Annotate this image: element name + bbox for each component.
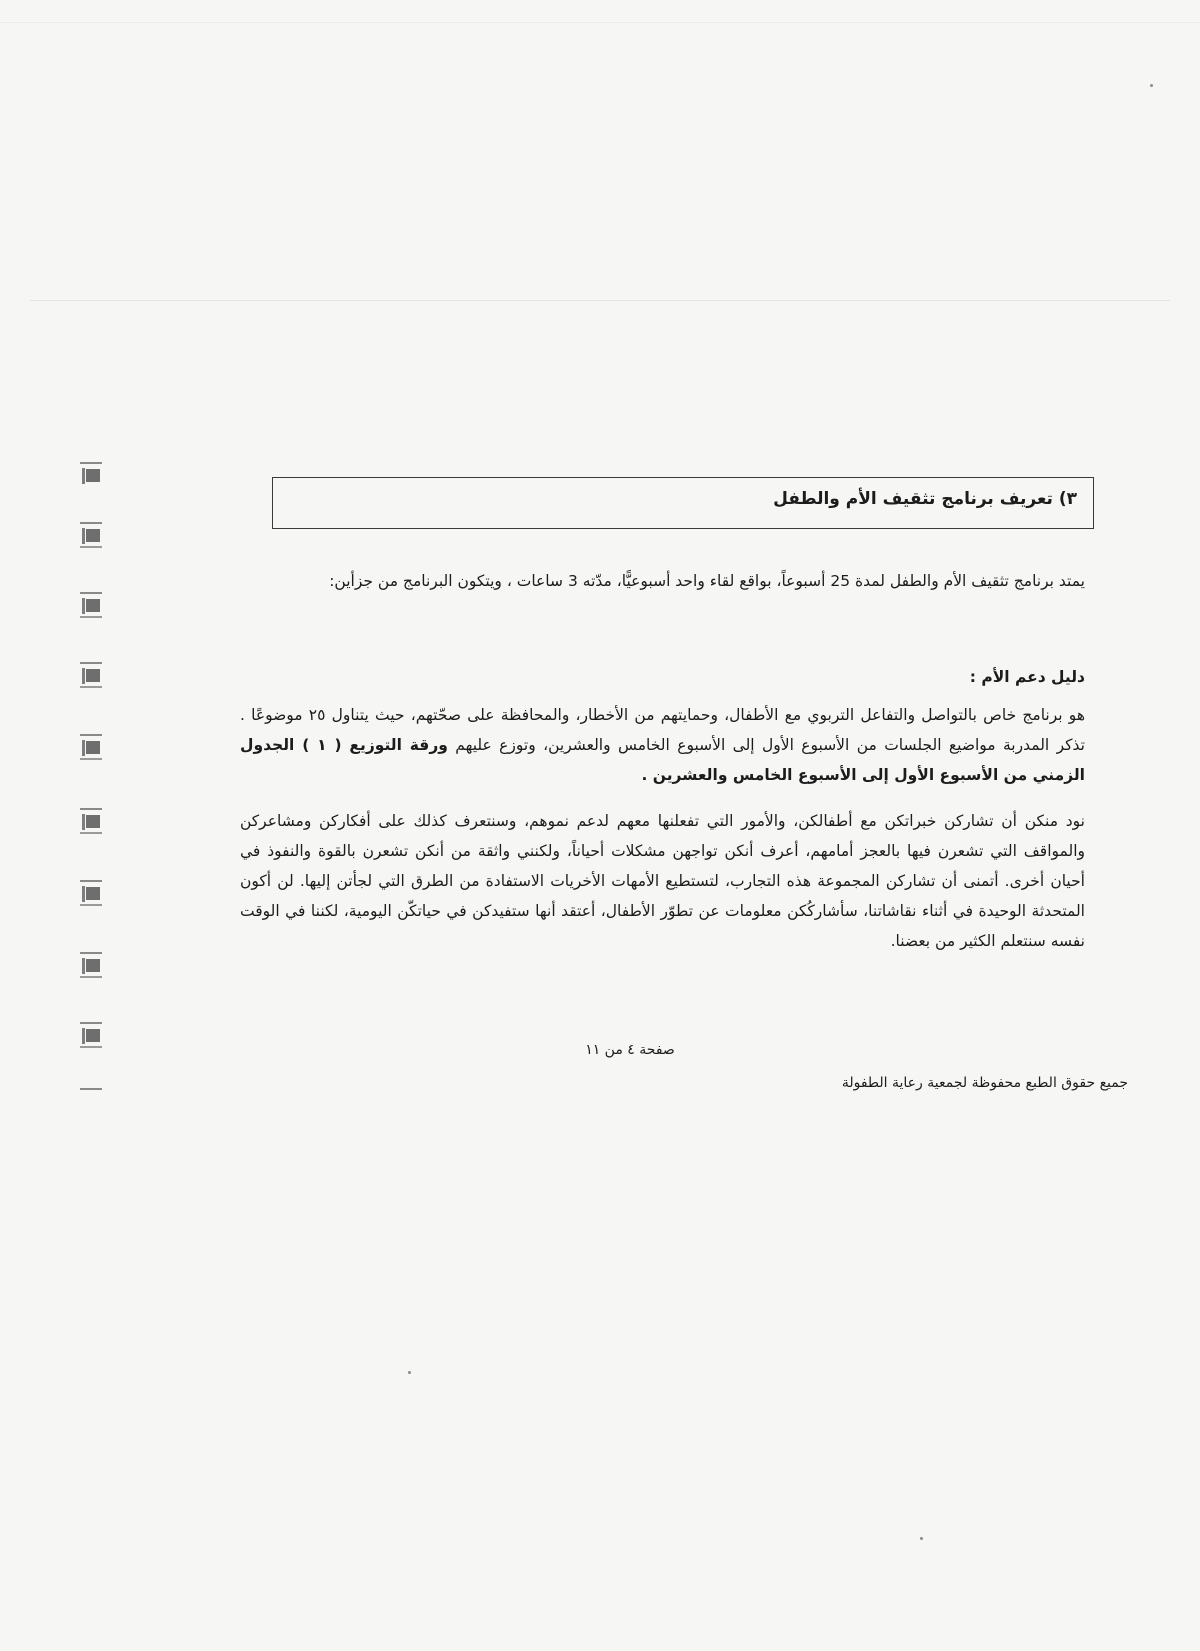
handout-reference: ورقة التوزيع ( ١ ) الجدول الزمني من الأسبوع الأول إلى الأسبوع الخامس والعشرين . [240,736,1085,784]
intro-paragraph [240,566,1085,596]
binder-hole-mark [80,1088,102,1092]
binder-hole-mark [80,952,102,978]
closing-text: نود منكن أن تشاركن خبراتكن مع أطفالكن، والأمور التي تفعلنها معهم لدعم نموهم، وسنتعرف كذلك على أفكاركن ومشاعركن والمواقف التي تشعرن فيها بالعجز أمامهم، أعرف أنكن تواجهن مشكلات أحياناً، ولكنني واثقة من أنكن تشعرن بالقوة والنفوذ في أحيان أخرى. أتمنى أن تشاركن المجموعة هذه التجارب، لتستطيع الأمهات الأخريات الاستفادة من الطرق التي لجأتن إليها. لن أكون المتحدثة الوحيدة في أثناء نقاشاتنا، سأشاركُكن معلومات عن تطوّر الأطفال، أعتقد أنها ستفيدكن في حياتكّن اليومية، لكننا في الوقت نفسه سنتعلم الكثير من بعضنا. [240,812,1085,950]
binder-hole-mark [80,808,102,834]
closing-paragraph [240,806,1085,956]
binder-hole-mark [80,662,102,688]
intro-text: يمتد برنامج تثقيف الأم والطفل لمدة 25 أسبوعاً، بواقع لقاء واحد أسبوعيًّا، مدّته 3 ساعات ، ويتكون البرنامج من جزأين: [329,572,1085,590]
page-number: صفحة ٤ من ١١ [585,1042,675,1058]
binder-hole-mark [80,880,102,906]
copyright-notice: جميع حقوق الطبع محفوظة لجمعية رعاية الطفولة [841,1075,1128,1091]
section-title-box [272,477,1094,529]
scan-speck [920,1537,923,1540]
binder-hole-mark [80,734,102,760]
scan-line [30,300,1170,301]
binder-hole-mark [80,592,102,618]
scan-speck [408,1371,411,1374]
mother-support-text: هو برنامج خاص بالتواصل والتفاعل التربوي مع الأطفال، وحمايتهم من الأخطار، والمحافظة على صحّتهم، حيث يتناول ٢٥ موضوعًا . تذكر المدربة مواضيع الجلسات من الأسبوع الأول إلى الأسبوع الخامس والعشرين، وتوزع عليهم [240,706,1085,754]
binder-hole-mark [80,1022,102,1048]
scan-line [0,22,1200,23]
mother-support-paragraph [240,700,1085,790]
section-title: ٣) تعريف برنامج تثقيف الأم والطفل [773,489,1077,509]
binder-hole-mark [80,462,102,488]
binder-hole-mark [80,522,102,548]
scan-speck [1150,84,1153,87]
binder-hole-strip [60,0,110,1651]
mother-support-heading: دليل دعم الأم : [969,668,1085,686]
